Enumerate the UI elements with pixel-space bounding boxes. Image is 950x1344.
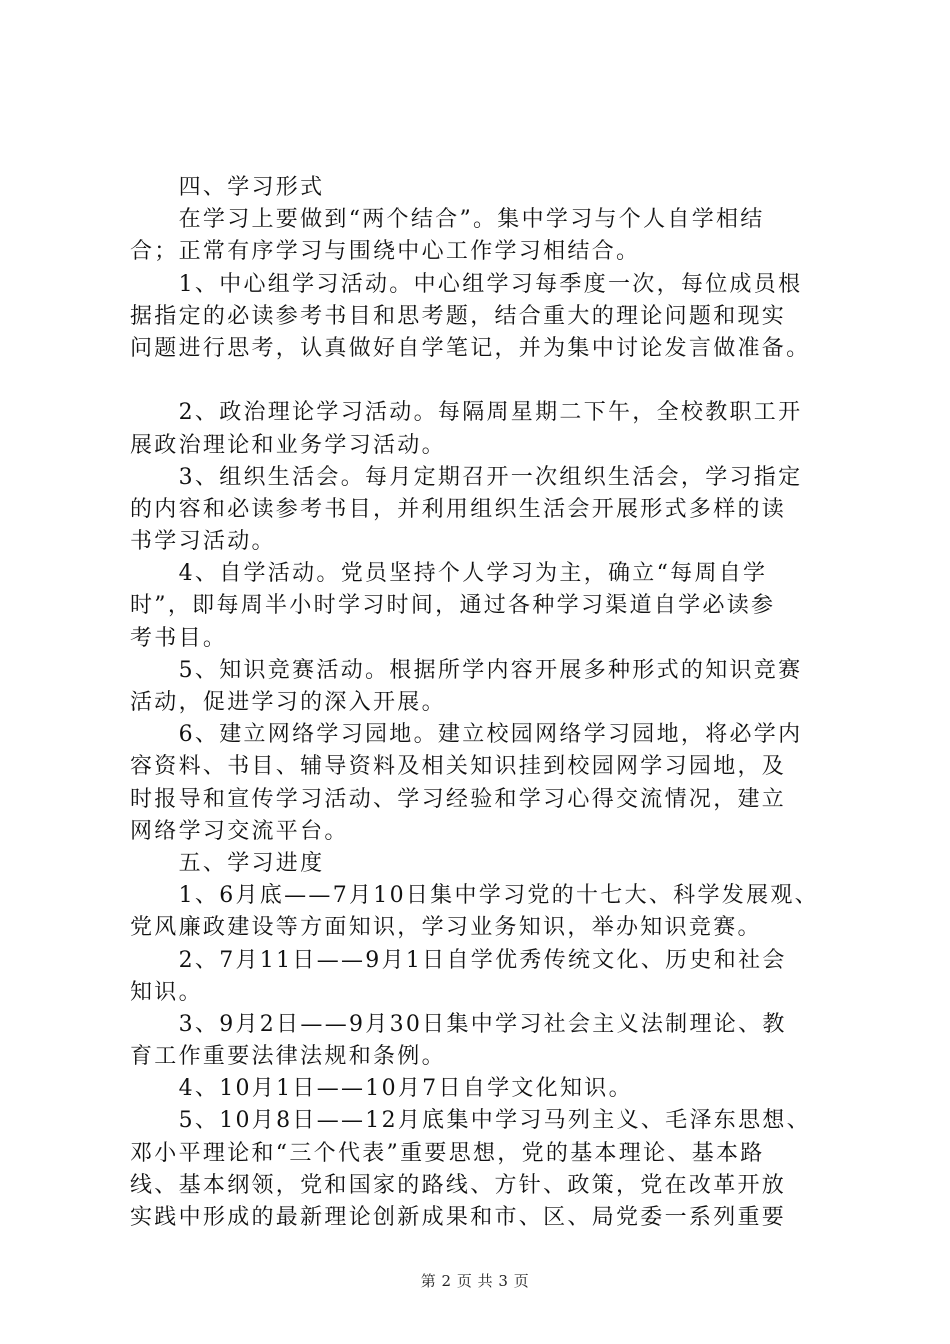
paragraph-line: 育工作重要法律法规和条例。: [130, 1044, 446, 1070]
blank-line: [130, 365, 830, 397]
paragraph-line: 活动，促进学习的深入开展。: [130, 690, 446, 715]
paragraph-line: 4、10月1日——10月7日自学文化知识。: [130, 1076, 633, 1102]
paragraph-line: 问题进行思考，认真做好自学笔记，并为集中讨论发言做准备。: [130, 335, 811, 361]
paragraph-line: 据指定的必读参考书目和思考题，结合重大的理论问题和现实: [130, 303, 787, 329]
paragraph-line: 时报导和宣传学习活动、学习经验和学习心得交流情况，建立: [130, 786, 787, 812]
paragraph-line: 1、中心组学习活动。中心组学习每季度一次，每位成员根: [130, 271, 803, 297]
page-number-footer: 第 2 页 共 3 页: [420, 1272, 530, 1290]
paragraph-line: 邓小平理论和“三个代表”重要思想，党的基本理论、基本路: [130, 1140, 765, 1166]
paragraph-line: 3、组织生活会。每月定期召开一次组织生活会，学习指定: [130, 464, 803, 490]
paragraph-line: 4、自学活动。党员坚持个人学习为主，确立“每周自学: [130, 561, 768, 587]
heading-study-form: 四、学习形式: [130, 175, 325, 200]
paragraph-line: 书学习活动。: [130, 529, 276, 555]
heading-study-schedule: 五、学习进度: [130, 850, 325, 876]
paragraph-line: 2、政治理论学习活动。每隔周星期二下午，全校教职工开: [130, 400, 803, 426]
paragraph-line: 知识。: [130, 979, 203, 1005]
paragraph-line: 考书目。: [130, 625, 228, 651]
paragraph-line: 6、建立网络学习园地。建立校园网络学习园地，将必学内: [130, 722, 803, 748]
paragraph-line: 1、6月底——7月10日集中学习党的十七大、科学发展观、: [130, 883, 819, 909]
paragraph-line: 线、基本纲领，党和国家的路线、方针、政策，党在改革开放: [130, 1172, 787, 1198]
paragraph-line: 2、7月11日——9月1日自学优秀传统文化、历史和社会: [130, 947, 787, 973]
paragraph-line: 网络学习交流平台。: [130, 818, 349, 844]
paragraph-line: 党风廉政建设等方面知识，学习业务知识，举办知识竞赛。: [130, 915, 762, 941]
document-body: [130, 172, 830, 1234]
paragraph-line: 时”，即每周半小时学习时间，通过各种学习渠道自学必读参: [130, 593, 776, 619]
paragraph-line: 展政治理论和业务学习活动。: [130, 432, 446, 458]
paragraph-line: 的内容和必读参考书目，并利用组织生活会开展形式多样的读: [130, 496, 787, 522]
paragraph-line: 容资料、书目、辅导资料及相关知识挂到校园网学习园地，及: [130, 754, 787, 780]
paragraph-line: 合；正常有序学习与围绕中心工作学习相结合。: [130, 239, 641, 265]
paragraph-line: 5、10月8日——12月底集中学习马列主义、毛泽东思想、: [130, 1108, 811, 1134]
paragraph-line: 实践中形成的最新理论创新成果和市、区、局党委一系列重要: [130, 1205, 787, 1230]
paragraph-line: 3、9月2日——9月30日集中学习社会主义法制理论、教: [130, 1011, 787, 1037]
paragraph-line: 在学习上要做到“两个结合”。集中学习与个人自学相结: [130, 207, 765, 233]
paragraph-line: 5、知识竞赛活动。根据所学内容开展多种形式的知识竞赛: [130, 657, 803, 683]
